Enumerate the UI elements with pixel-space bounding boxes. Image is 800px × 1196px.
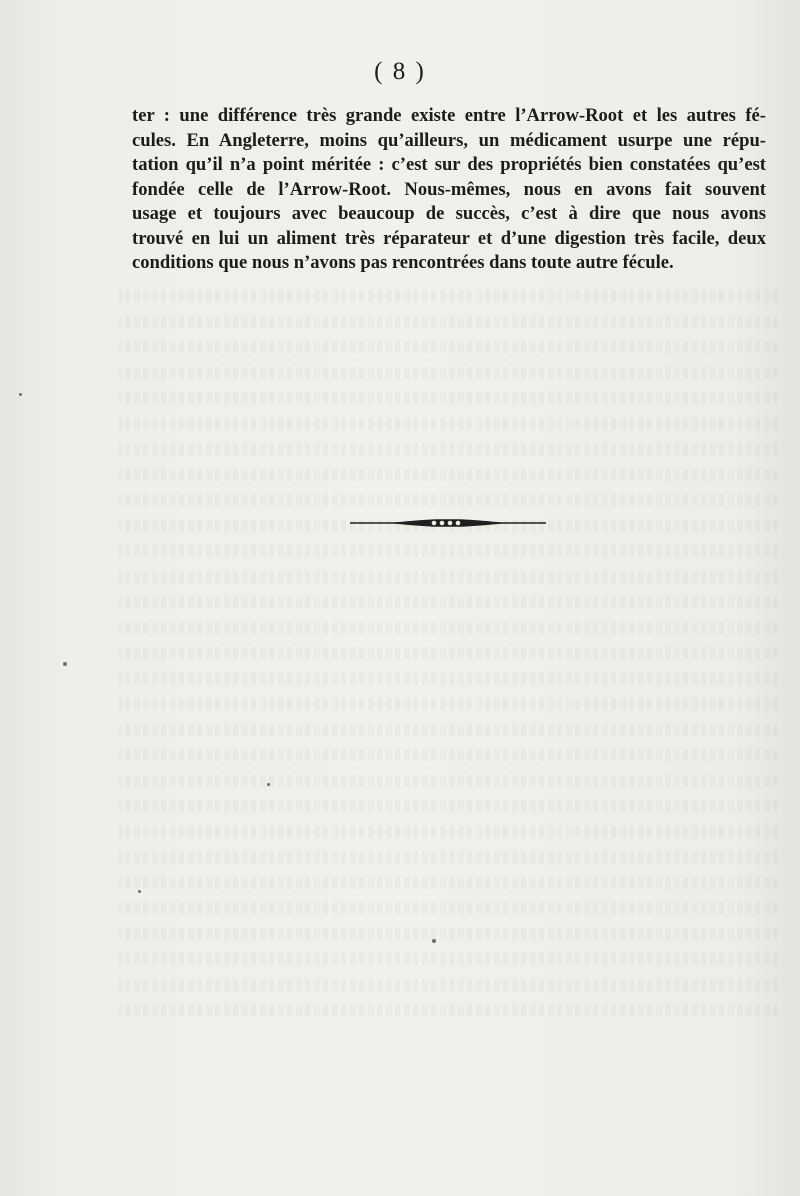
show-through-text [118, 290, 778, 1050]
paper-speck [63, 662, 67, 666]
paper-speck [267, 783, 270, 786]
text-line: tation qu’il n’a point méritée : c’est sur des propriétés bien constatées qu’est [132, 154, 766, 175]
ornament-divider-icon [348, 514, 548, 532]
paper-speck [432, 939, 436, 943]
paper-speck [19, 393, 22, 396]
body-paragraph [132, 104, 766, 276]
text-line: fondée celle de l’Arrow-Root. Nous-mêmes, nous en avons fait souvent [132, 178, 766, 200]
page-number: ( 8 ) [374, 58, 426, 85]
text-line: usage et toujours avec beaucoup de succès, c’est à dire que nous avons [132, 203, 766, 224]
text-line: conditions que nous n’avons pas rencontrées dans toute autre fécule. [132, 252, 674, 273]
text-line: cules. En Angleterre, moins qu’ailleurs, un médicament usurpe une répu- [132, 129, 766, 151]
paper-speck [138, 890, 141, 893]
text-line: trouvé en lui un aliment très réparateur et d’une digestion très facile, deux [132, 227, 766, 249]
text-line: ter : une différence très grande existe entre l’Arrow-Root et les autres fé- [132, 105, 766, 126]
